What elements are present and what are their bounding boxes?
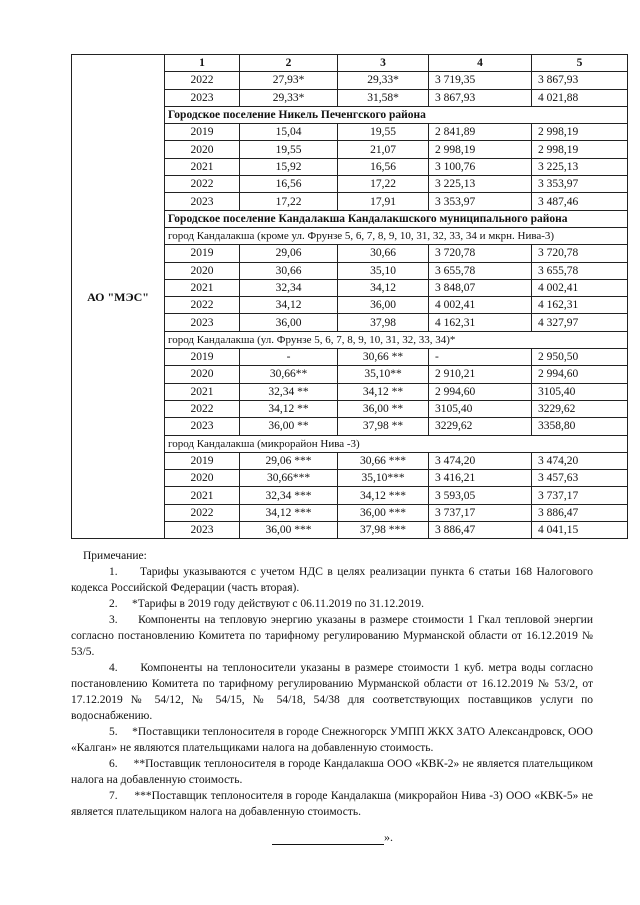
header-cell-2: 2: [240, 55, 338, 72]
notes-list: [71, 564, 593, 820]
value-cell: 3 353,97: [429, 193, 532, 210]
value-cell: 29,06: [240, 245, 338, 262]
value-cell: 37,98: [338, 314, 429, 331]
signature-underline: [272, 834, 384, 845]
value-cell: 3 225,13: [532, 158, 628, 175]
year-cell: 2019: [165, 124, 240, 141]
year-cell: 2023: [165, 89, 240, 106]
value-cell: 36,00 ***: [240, 522, 338, 539]
value-cell: 2 910,21: [429, 366, 532, 383]
year-cell: 2019: [165, 349, 240, 366]
value-cell: 37,98 **: [338, 418, 429, 435]
value-cell: 35,10**: [338, 366, 429, 383]
year-cell: 2022: [165, 72, 240, 89]
value-cell: 29,33*: [240, 89, 338, 106]
table-header-row: [72, 55, 628, 72]
value-cell: 30,66**: [240, 366, 338, 383]
notes-section: [71, 548, 593, 820]
value-cell: 30,66 **: [338, 349, 429, 366]
value-cell: 30,66***: [240, 470, 338, 487]
value-cell: 16,56: [338, 158, 429, 175]
signature-line: [272, 830, 393, 845]
year-cell: 2021: [165, 279, 240, 296]
value-cell: 4 162,31: [429, 314, 532, 331]
year-cell: 2020: [165, 366, 240, 383]
value-cell: 36,00: [338, 297, 429, 314]
note-item: 1. Тарифы указываются с учетом НДС в целях реализации пункта 6 статьи 168 Налогового кодекса Российской Федерации (часть вторая).: [71, 566, 593, 594]
note-item: 6. **Поставщик теплоносителя в городе Кандалакша ООО «КВК-2» не является плательщиком налога на добавленную стоимость.: [71, 758, 593, 786]
header-cell-4: 4: [429, 55, 532, 72]
value-cell: 3 737,17: [532, 487, 628, 504]
value-cell: 3 886,47: [532, 504, 628, 521]
value-cell: 3105,40: [532, 383, 628, 400]
value-cell: 4 002,41: [532, 279, 628, 296]
note-item: 3. Компоненты на тепловую энергию указаны в размере стоимости 1 Гкал тепловой энергии согласно постановлению Комитета по тарифному регулированию Мурманской области от 16.12.2019 № 53/5.: [71, 614, 593, 658]
year-cell: 2019: [165, 452, 240, 469]
section-title: Городское поселение Никель Печенгского района: [165, 106, 628, 123]
subsection-title: город Кандалакша (кроме ул. Фрунзе 5, 6, 7, 8, 9, 10, 31, 32, 33, 34 и мкрн. Нива-3): [165, 227, 628, 244]
value-cell: 3 474,20: [429, 452, 532, 469]
value-cell: 30,66 ***: [338, 452, 429, 469]
year-cell: 2021: [165, 383, 240, 400]
tariff-table-body: [72, 55, 628, 539]
year-cell: 2020: [165, 470, 240, 487]
note-item: 5. *Поставщики теплоносителя в городе Снежногорск УМПП ЖКХ ЗАТО Александровск, ООО «Калган» не являются плательщиками налога на добавленную стоимость.: [71, 726, 593, 754]
year-cell: 2023: [165, 522, 240, 539]
value-cell: 34,12 ***: [240, 504, 338, 521]
value-cell: 21,07: [338, 141, 429, 158]
value-cell: 3229,62: [532, 400, 628, 417]
value-cell: 30,66: [338, 245, 429, 262]
year-cell: 2021: [165, 487, 240, 504]
year-cell: 2020: [165, 262, 240, 279]
section-title: Городское поселение Кандалакша Кандалакшского муниципального района: [165, 210, 628, 227]
value-cell: 34,12: [338, 279, 429, 296]
value-cell: 32,34: [240, 279, 338, 296]
value-cell: 3105,40: [429, 400, 532, 417]
value-cell: 29,06 ***: [240, 452, 338, 469]
value-cell: 3 487,46: [532, 193, 628, 210]
value-cell: 3 353,97: [532, 176, 628, 193]
value-cell: 3 867,93: [429, 89, 532, 106]
year-cell: 2019: [165, 245, 240, 262]
year-cell: 2020: [165, 141, 240, 158]
header-cell-5: 5: [532, 55, 628, 72]
value-cell: 3358,80: [532, 418, 628, 435]
value-cell: 32,34 **: [240, 383, 338, 400]
year-cell: 2023: [165, 193, 240, 210]
value-cell: 3 719,35: [429, 72, 532, 89]
value-cell: 3 474,20: [532, 452, 628, 469]
value-cell: 2 998,19: [429, 141, 532, 158]
value-cell: 15,04: [240, 124, 338, 141]
tariff-table: [71, 54, 628, 539]
value-cell: 3 655,78: [532, 262, 628, 279]
closing-quote: ».: [384, 830, 393, 844]
value-cell: 16,56: [240, 176, 338, 193]
value-cell: 3 225,13: [429, 176, 532, 193]
value-cell: -: [240, 349, 338, 366]
value-cell: 2 998,19: [532, 124, 628, 141]
value-cell: 17,22: [240, 193, 338, 210]
header-cell-1: 1: [165, 55, 240, 72]
value-cell: 19,55: [240, 141, 338, 158]
value-cell: 35,10***: [338, 470, 429, 487]
year-cell: 2022: [165, 504, 240, 521]
value-cell: 36,00: [240, 314, 338, 331]
value-cell: 37,98 ***: [338, 522, 429, 539]
note-item: 2. *Тарифы в 2019 году действуют с 06.11.2019 по 31.12.2019.: [109, 598, 425, 610]
value-cell: 15,92: [240, 158, 338, 175]
value-cell: -: [429, 349, 532, 366]
value-cell: 3229,62: [429, 418, 532, 435]
value-cell: 27,93*: [240, 72, 338, 89]
subsection-title: город Кандалакша (ул. Фрунзе 5, 6, 7, 8, 9, 10, 31, 32, 33, 34)*: [165, 331, 628, 348]
value-cell: 3 737,17: [429, 504, 532, 521]
value-cell: 30,66: [240, 262, 338, 279]
value-cell: 3 655,78: [429, 262, 532, 279]
value-cell: 4 002,41: [429, 297, 532, 314]
year-cell: 2022: [165, 400, 240, 417]
value-cell: 19,55: [338, 124, 429, 141]
value-cell: 2 998,19: [532, 141, 628, 158]
value-cell: 34,12: [240, 297, 338, 314]
value-cell: 3 416,21: [429, 470, 532, 487]
year-cell: 2022: [165, 297, 240, 314]
value-cell: 3 867,93: [532, 72, 628, 89]
value-cell: 4 327,97: [532, 314, 628, 331]
value-cell: 17,91: [338, 193, 429, 210]
value-cell: 34,12 **: [240, 400, 338, 417]
note-item: 7. ***Поставщик теплоносителя в городе Кандалакша (микрорайон Нива -3) ООО «КВК-5» не является плательщиком налога на добавленную стоимость.: [71, 790, 593, 818]
value-cell: 36,00 **: [240, 418, 338, 435]
value-cell: 2 841,89: [429, 124, 532, 141]
value-cell: 2 950,50: [532, 349, 628, 366]
value-cell: 4 162,31: [532, 297, 628, 314]
year-cell: 2023: [165, 314, 240, 331]
value-cell: 3 886,47: [429, 522, 532, 539]
value-cell: 31,58*: [338, 89, 429, 106]
header-cell-3: 3: [338, 55, 429, 72]
value-cell: 3 720,78: [532, 245, 628, 262]
value-cell: 3 720,78: [429, 245, 532, 262]
org-cell: [72, 55, 165, 539]
value-cell: 3 100,76: [429, 158, 532, 175]
subsection-title: город Кандалакша (микрорайон Нива -3): [165, 435, 628, 452]
value-cell: 4 021,88: [532, 89, 628, 106]
value-cell: 3 593,05: [429, 487, 532, 504]
value-cell: 2 994,60: [532, 366, 628, 383]
value-cell: 36,00 **: [338, 400, 429, 417]
value-cell: 3 457,63: [532, 470, 628, 487]
note-item: 4. Компоненты на теплоносители указаны в размере стоимости 1 куб. метра воды согласно постановлению Комитета по тарифному регулированию Мурманской области от 16.12.2019 № 53/2, от 17.12.2019 № 54/12, № 54/15, № 54/18, 54/38 для соответствующих поставщиков услуги по водоснабжению.: [71, 662, 593, 722]
value-cell: 35,10: [338, 262, 429, 279]
value-cell: 17,22: [338, 176, 429, 193]
year-cell: 2023: [165, 418, 240, 435]
org-name: АО "МЭС": [87, 289, 149, 304]
value-cell: 34,12 **: [338, 383, 429, 400]
value-cell: 34,12 ***: [338, 487, 429, 504]
value-cell: 32,34 ***: [240, 487, 338, 504]
value-cell: 29,33*: [338, 72, 429, 89]
value-cell: 36,00 ***: [338, 504, 429, 521]
value-cell: 4 041,15: [532, 522, 628, 539]
notes-heading: Примечание:: [83, 550, 147, 562]
year-cell: 2021: [165, 158, 240, 175]
value-cell: 2 994,60: [429, 383, 532, 400]
year-cell: 2022: [165, 176, 240, 193]
value-cell: 3 848,07: [429, 279, 532, 296]
